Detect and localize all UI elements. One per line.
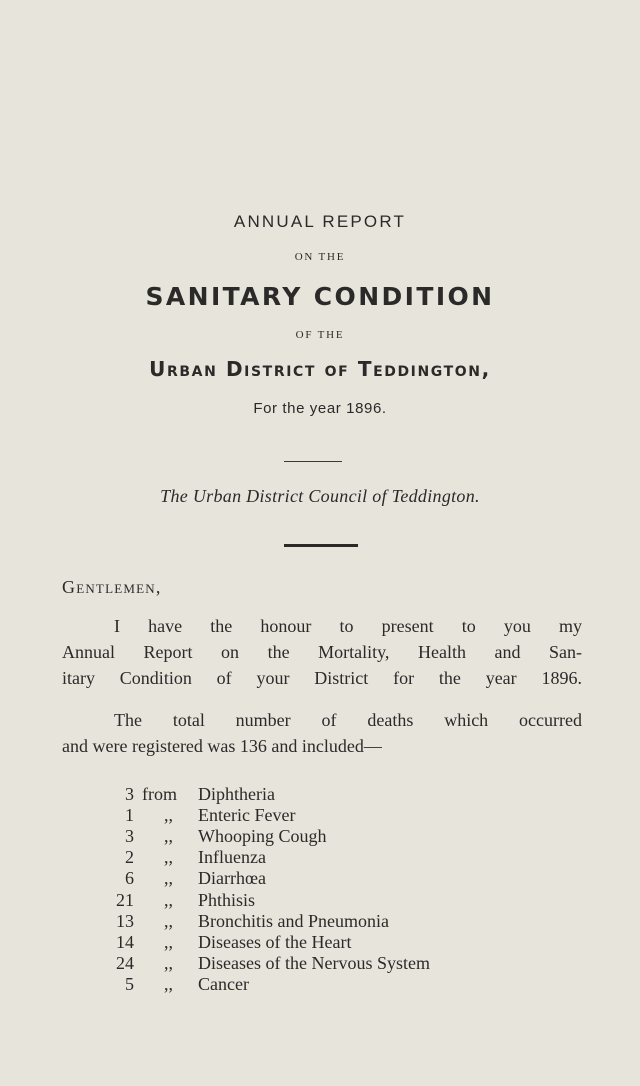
council-name: The Urban District Council of Teddington. — [160, 486, 480, 506]
death-row — [0, 847, 640, 868]
death-count: 14 — [116, 931, 134, 952]
death-count: 21 — [116, 889, 134, 910]
death-row — [0, 826, 640, 847]
death-row — [0, 784, 640, 805]
death-row — [0, 932, 640, 953]
death-cause: Phthisis — [198, 889, 256, 910]
death-count: 2 — [125, 847, 134, 868]
death-prefix: ,, — [164, 889, 173, 910]
district-name: Urban District of Teddington, — [149, 357, 491, 381]
divider-rule — [284, 461, 342, 462]
death-cause: Diarrhœa — [198, 868, 266, 889]
death-cause: Cancer — [198, 973, 249, 994]
heading-connector: OF THE — [295, 329, 345, 341]
intro-paragraph — [62, 613, 582, 691]
report-subject: SANITARY CONDITION — [145, 282, 495, 311]
death-count: 3 — [125, 784, 134, 804]
death-cause: Whooping Cough — [198, 826, 327, 847]
death-prefix: ,, — [164, 910, 173, 931]
deaths-paragraph — [62, 707, 582, 759]
death-count: 3 — [125, 826, 134, 847]
death-count: 13 — [116, 910, 134, 931]
death-prefix: ,, — [164, 868, 173, 889]
paragraph-line: and were registered was 136 and included— — [62, 736, 382, 756]
death-row — [0, 911, 640, 932]
paragraph-line: Annual Report on the Mortality, Health and San- — [62, 642, 582, 662]
divider-rule-heavy — [284, 544, 358, 547]
heading-connector: ON THE — [294, 251, 346, 263]
paragraph-line: The total number of deaths which occurred — [114, 710, 582, 730]
death-count: 5 — [125, 973, 134, 994]
death-prefix: ,, — [164, 826, 173, 847]
death-prefix: ,, — [164, 973, 173, 994]
death-cause: Diseases of the Nervous System — [198, 952, 430, 973]
death-prefix: ,, — [164, 805, 173, 826]
salutation: Gentlemen, — [62, 577, 162, 597]
death-count: 6 — [125, 868, 134, 889]
death-cause: Enteric Fever — [198, 805, 296, 826]
death-prefix: ,, — [164, 847, 173, 868]
death-row — [0, 868, 640, 889]
death-prefix: from — [142, 784, 177, 804]
death-count: 1 — [125, 805, 134, 826]
death-cause: Diseases of the Heart — [198, 931, 352, 952]
death-row — [0, 890, 640, 911]
death-cause: Diphtheria — [198, 784, 275, 804]
report-title: ANNUAL REPORT — [233, 212, 407, 231]
report-year: For the year 1896. — [253, 400, 387, 417]
death-count: 24 — [116, 952, 134, 973]
death-cause: Influenza — [198, 847, 266, 868]
death-cause: Bronchitis and Pneumonia — [198, 910, 389, 931]
death-row — [0, 974, 640, 995]
death-row — [0, 953, 640, 974]
death-prefix: ,, — [164, 931, 173, 952]
death-prefix: ,, — [164, 952, 173, 973]
death-row — [0, 805, 640, 826]
paragraph-line: I have the honour to present to you my — [114, 616, 582, 636]
paragraph-line: itary Condition of your District for the year 1896. — [62, 668, 582, 688]
